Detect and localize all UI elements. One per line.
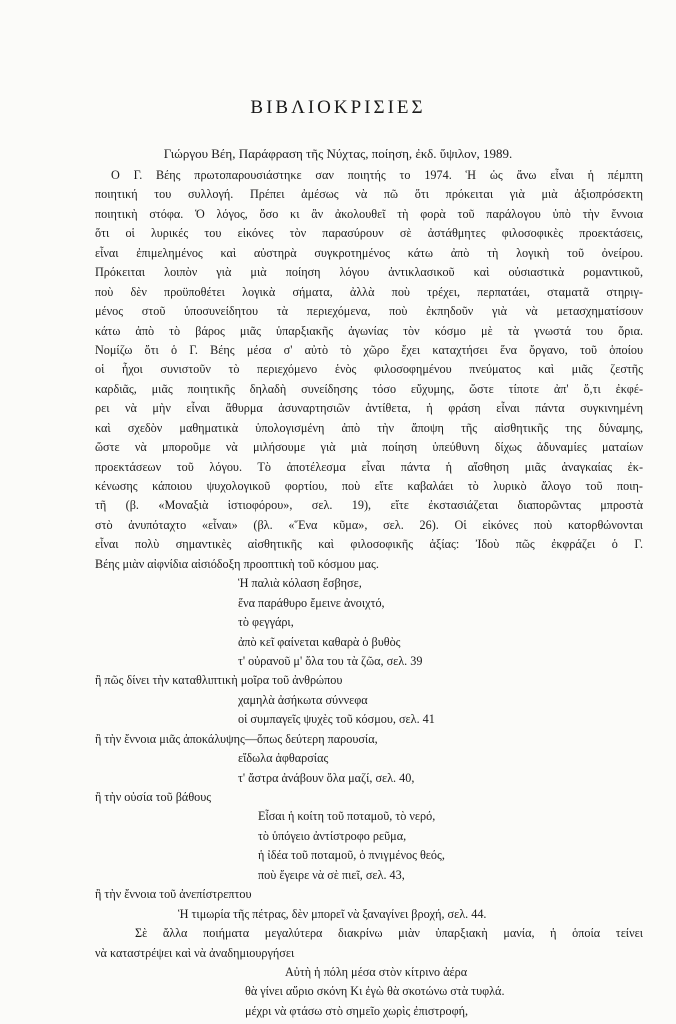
poem-line: ἢ τὴν οὐσία τοῦ βάθους	[95, 790, 212, 804]
poem-line: Ἡ παλιὰ κόλαση ἔσβησε,	[238, 576, 362, 591]
poem-line: εἴδωλα ἀφθαρσίας	[238, 751, 329, 766]
text-line: Ο Γ. Βέης πρωτοπαρουσιάστηκε σαν ποιητής το 1974. Ἡ ὡς ἄνω εἶναι ἡ πέμπτη	[111, 168, 643, 182]
poem-line: Αὐτὴ ἡ πόλη μέσα στὸν κίτρινο ἀέρα	[285, 964, 468, 979]
poem-line: ἡ ἰδέα τοῦ ποταμοῦ, ὁ πνιγμένος θεός,	[258, 848, 445, 863]
poem-line: ἢ τὴν ἔννοια τοῦ ἀνεπίστρεπτου	[95, 887, 252, 902]
text-line: νὰ καταστρέψει καὶ νὰ ἀναδημιουργήσει	[95, 945, 295, 960]
text-line: τῆ (β. «Μοναξιὰ ἱστιοφόρου», σελ. 19), εἴτε ἐκστασιάζεται διαπορῶντας μπροστὰ	[95, 498, 643, 513]
text-line: ὥστε νὰ μποροῦμε νὰ μιλήσουμε γιὰ μιὰ ποίηση ὑπεύθυνη δίχως ἀδυναμίες ματαίων	[95, 440, 643, 455]
poem-line: τὸ ὑπόγειο ἀντίστροφο ρεῦμα,	[258, 828, 407, 843]
text-line: ρει νὰ μὴν εἶναι ἄθυρμα ἀσυναρτησιῶν ἀντίθετα, ἡ φράση εἶναι πάντα συγκινημένη	[95, 401, 643, 416]
poem-line: θὰ γίνει αὔριο σκόνη Κι ἐγὼ θὰ σκοτώνω στὰ τυφλά.	[245, 984, 505, 999]
text-line: ὅτι οἱ λυρικές του εἰκόνες τὸν παρασύρουν σὲ ἀστάθμητες φιλοσοφικὲς προεκτάσεις,	[95, 226, 643, 241]
page-title: ΒΙΒΛΙΟΚΡΙΣΙΕΣ	[250, 97, 426, 118]
text-line: καὶ σχεδὸν μαθηματικὰ ὑπολογισμένη ἀπὸ τὴν ἄποψη τῆς αἰσθητικῆς της δύναμης,	[95, 420, 643, 435]
poem-line: Ἡ τιμωρία τῆς πέτρας, δὲν μπορεῖ νὰ ξαναγίνει βροχή, σελ. 44.	[178, 906, 487, 921]
text-line: οἱ ἦχοι συνιστοῦν τὸ περιεχόμενο ἑνὸς φιλοσοφημένου πνεύματος καὶ μιᾶς ζεστῆς	[95, 362, 643, 377]
review-citation: Γιώργου Βέη, Παράφραση τῆς Νύχτας, ποίηση, ἐκδ. ὕψιλον, 1989.	[163, 146, 513, 161]
text-line: καρδιᾶς, μιᾶς ποιητικῆς δηλαδὴ συνείδησης τόσο εὔχυμης, ὥστε τίποτε ἀπ' ὅ,τι ἐκφέ-	[95, 381, 643, 396]
poem-line: Εἶσαι ἡ κοίτη τοῦ ποταμοῦ, τὸ νερό,	[258, 809, 436, 824]
poem-line: μέχρι νὰ φτάσω στὸ σημεῖο χωρὶς ἐπιστροφή,	[245, 1003, 469, 1018]
poem-line: τ' οὐρανοῦ μ' ὅλα του τὰ ζῶα, σελ. 39	[238, 653, 423, 668]
text-line: κένωσης κάποιου ψυχολογικοῦ φορτίου, ποὺ εἴτε καβαλάει τὸ λυρικὸ ἄλογο τοῦ ποιη-	[95, 479, 643, 493]
text-line: Σὲ ἄλλα ποιήματα μεγαλύτερα διακρίνω μιὰν ὑπαρξιακὴ μανία, ἡ ὁποία τείνει	[135, 926, 643, 941]
poem-line: τὸ φεγγάρι,	[238, 615, 294, 630]
text-line: εἶναι ἐπιμελημένος καὶ αὐστηρὰ συγκροτημένος κάτω ἀπὸ τὴ λογικὴ τοῦ ὀνείρου.	[95, 245, 643, 260]
text-line: Νομίζω ὅτι ὁ Γ. Βέης μέσα σ' αὐτὸ τὸ χῶρο ἔχει καταχτήσει ἕνα ὄργανο, τοῦ ὁποίου	[95, 342, 643, 357]
poem-line: ἢ τὴν ἔννοια μιᾶς ἀποκάλυψης—ὅπως δεύτερη παρουσία,	[95, 731, 378, 746]
poem-line: χαμηλὰ ἀσήκωτα σύννεφα	[238, 692, 368, 707]
poem-line: ἀπὸ κεῖ φαίνεται καθαρὰ ὁ βυθὸς	[238, 634, 401, 649]
poem-line: τ' ἄστρα ἀνάβουν ὅλα μαζί, σελ. 40,	[238, 770, 415, 785]
poem-line: ποὺ ἔγειρε νὰ σὲ πιεῖ, σελ. 43,	[258, 867, 405, 882]
text-line: μένος στοῦ ὑποσυνείδητου τὰ περιεχόμενα, ποὺ ἐκπηδοῦν γιὰ νὰ μετασχηματίσουν	[95, 304, 643, 319]
text-line: Βέης μιὰν αἰφνίδια αἰσιόδοξη προοπτικὴ τοῦ κόσμου μας.	[95, 556, 379, 571]
text-line: ποὺ δὲν προϋποθέτει λογικὰ σήματα, ἀλλὰ ποὺ τρέχει, περπατάει, σταματᾶ στηριγ-	[95, 284, 643, 299]
text-line: προεκτάσεων τοῦ λόγου. Τὸ ἀποτέλεσμα εἶναι πάντα ἡ αἴσθηση μιᾶς ἀναγκαίας ἐκ-	[95, 459, 643, 474]
text-line: ποιητική του συλλογή. Πρέπει ἀμέσως νὰ πῶ ὅτι πρόκειται γιὰ μιὰ ἀξιοπρόσεκτη	[95, 187, 643, 202]
text-line: κάτω ἀπὸ τὸ βάρος μιᾶς ὑπαρξιακῆς ἀγωνίας τὸν κόσμο μὲ τὰ γνωστά του ὅρια.	[95, 323, 643, 338]
text-line: ποιητικὴ στόφα. Ὁ λόγος, ὅσο κι ἂν ἀκολουθεῖ τὴ φορὰ τοῦ παράλογου ὑπὸ τὴν ἔννοια	[95, 206, 643, 221]
poem-line: οἱ συμπαγεῖς ψυχὲς τοῦ κόσμου, σελ. 41	[238, 712, 435, 727]
text-line: στὸ ἀνυπόταχτο «εἶναι» (βλ. «Ἕνα κῦμα», σελ. 26). Οἱ εἰκόνες ποὺ κατορθώνονται	[95, 517, 643, 532]
poem-line: ἢ πῶς δίνει τὴν καταθλιπτικὴ μοῖρα τοῦ ἀνθρώπου	[95, 673, 343, 688]
text-line: εἶναι πολὺ σημαντικὲς αἰσθητικῆς καὶ φιλοσοφικῆς ἀξίας: Ἰδοὺ πῶς ἐκφράζει ὁ Γ.	[95, 537, 643, 552]
poem-line: ἕνα παράθυρο ἔμεινε ἀνοιχτό,	[238, 595, 385, 610]
review-body	[95, 166, 643, 1021]
text-line: Πρόκειται λοιπὸν γιὰ μιὰ ποίηση λόγου ἀντικλασικοῦ καὶ οὐσιαστικὰ ρομαντικοῦ,	[95, 265, 643, 280]
